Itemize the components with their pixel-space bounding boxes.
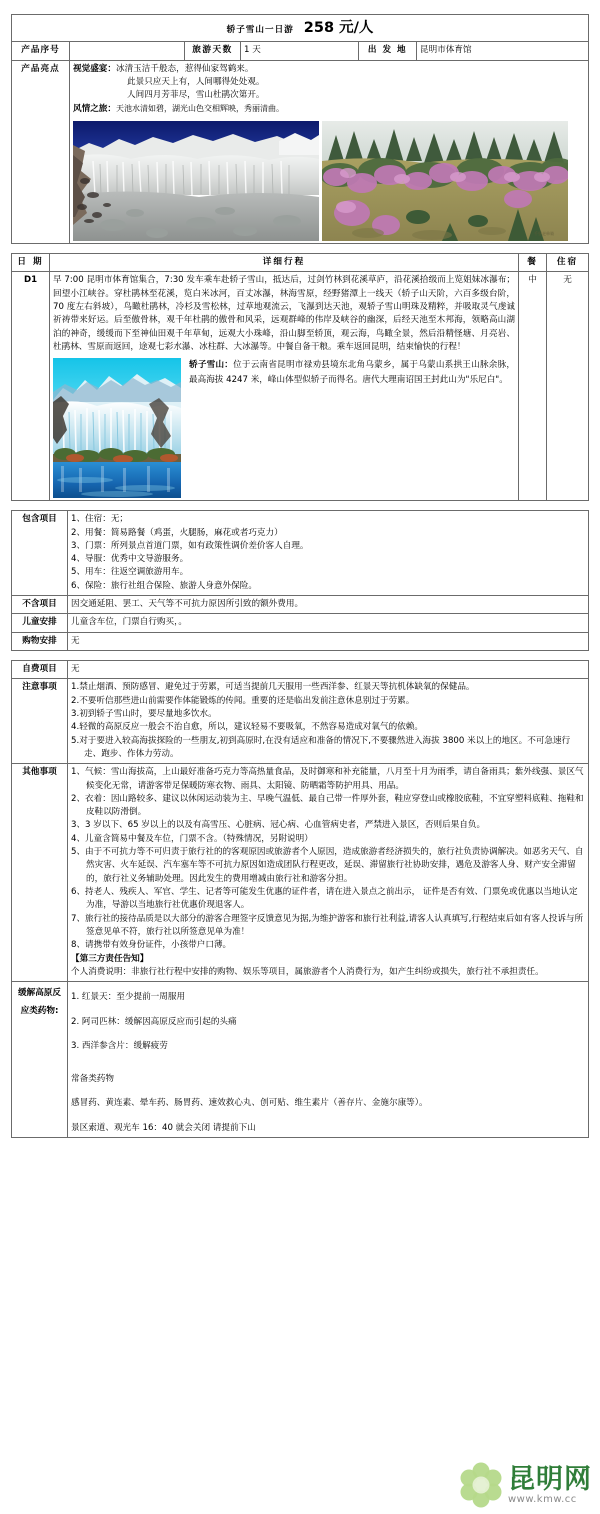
excluded-label: 不含项目 — [12, 596, 68, 614]
common-medicine-title: 常备类药物 — [71, 1074, 114, 1085]
itinerary-meal-header: 餐 — [519, 254, 547, 272]
terms-table-1 — [11, 510, 589, 651]
medicine-label: 缓解高原反应类药物: — [12, 982, 68, 1138]
itinerary-table — [11, 253, 589, 501]
self-pay-label: 自费项目 — [12, 661, 68, 679]
depart-value: 昆明市体育馆 — [417, 42, 589, 60]
included-item: 3、门票：所列景点首道门票，如有政策性调价差价客人自理。 — [71, 540, 309, 551]
attention-item: 3.初到轿子雪山时，要尽量地多饮水。 — [71, 708, 217, 719]
highlight-feast-text-1: 冰清玉洁千般态，惹得仙家驾鹤来。 — [115, 63, 254, 74]
medicine-content — [68, 982, 589, 1138]
included-item: 6、保险：旅行社组合保险、旅游人身意外保险。 — [71, 580, 257, 591]
meta-row — [12, 42, 589, 60]
terms-table-2 — [11, 660, 589, 1138]
children-row — [12, 614, 589, 632]
days-label: 旅游天数 — [185, 42, 241, 60]
spacer-3 — [11, 651, 589, 660]
itinerary-detail-header: 详细行程 — [50, 254, 519, 272]
mountain-note-label: 轿子雪山： — [189, 360, 234, 371]
attention-row — [12, 679, 589, 764]
highlight-photos — [73, 121, 585, 241]
header-table — [11, 14, 589, 244]
shopping-text: 无 — [68, 632, 589, 650]
depart-label: 出 发 地 — [359, 42, 417, 60]
itinerary-header-row — [12, 254, 589, 272]
excluded-row — [12, 596, 589, 614]
excluded-text: 因交通延阻、罢工、天气等不可抗力原因所引致的额外费用。 — [68, 596, 589, 614]
highlight-feast-text-3: 人间四月芳菲尽，雪山杜鹃次第开。 — [127, 90, 265, 101]
other-item: 5、由于不可抗力等不可归责于旅行社的的客观原因或旅游者个人原因，造成旅游者经济损失的，旅行社负责协调解决。如恶劣天气、自然灾害、火车延误、汽车塞车等不可抗力原因如造成团队行程更改，延误、滞留旅行社协助安排，遇危及游客人身、财产安全滞留的，旅行社义务辅助处理。因此发生的费用增减由旅行社和游客分担。 — [71, 847, 584, 884]
highlight-feast-text-2: 此景只应天上有，人间哪得处处观。 — [127, 77, 265, 88]
included-label: 包含项目 — [12, 511, 68, 596]
itinerary-stay-header: 住宿 — [547, 254, 589, 272]
itinerary-date-header: 日 期 — [12, 254, 50, 272]
highlight-charm-text: 天池水清如碧，湖光山色交相辉映，秀丽清曲。 — [115, 103, 284, 113]
other-item: 7、旅行社的接待品质是以大部分的游客合理签字反馈意见为据,为维护游客和旅行社利益,请客人认真填写,行程结束后如有客人投诉与所签意见单不符，旅行社以所签意见单为准！ — [71, 913, 584, 937]
document-title-cell — [12, 15, 589, 42]
medicine-item: 1. 红景天：至少提前一周服用 — [71, 992, 186, 1003]
shopping-row — [12, 632, 589, 650]
common-medicine-text: 感冒药、黄连素、晕车药、肠胃药、速效救心丸、创可贴、维生素片（善存片、金施尔康等）。 — [71, 1098, 428, 1109]
self-pay-text: 无 — [68, 661, 589, 679]
highlight-feast-label: 视觉盛宴： — [73, 63, 116, 74]
highlight-charm-line — [73, 103, 585, 116]
medicine-row — [12, 982, 589, 1138]
attention-item: 5.对于要进入较高海拔探险的一些朋友,初到高原时,在没有适应和准备的情况下,不要骤然进入海拔 3800 米以上的地区。不可急速行走、跑步、作体力劳动。 — [71, 735, 571, 759]
table-row — [12, 272, 589, 501]
other-label: 其他事项 — [12, 764, 68, 982]
third-party-title: 【第三方责任告知】 — [71, 953, 149, 964]
mountain-note-text: 位于云南省昆明市禄劝县境东北角乌蒙乡，属于乌蒙山系拱王山脉余脉，最高海拔 4247 米，峰山体型似轿子而得名。唐代大理南诏国王封此山为"乐尼白"。 — [189, 360, 515, 386]
title-row — [12, 15, 589, 42]
included-item: 4、导服：优秀中文导游服务。 — [71, 554, 189, 565]
attention-label: 注意事项 — [12, 679, 68, 764]
highlights-content — [70, 60, 589, 243]
itinerary-detail-text: 早 7:00 昆明市体育馆集合，7:30 发车乘车赴轿子雪山，抵达后，过剑竹林到花溪草庐，沿花溪拾级而上览姐妹冰瀑布；回望小江峡谷。穿杜鹃林至花溪，览白米冰河，百丈冰瀑，林海雪原，经野猪潭上一线天（轿子山天阶，六百多级台阶，70 度左右斜坡），鸟瞰杜鹃林，冷杉及雪松林，过草地观流云，飞瀑到达天池，观轿子雪山明珠及精粹，并吸取灵气虔诚祈祷带来好运。后至傲骨林，观千年杜鹃的傲骨和风采，远观群峰的伟岸及峡谷的幽深，后经天池至木邦海，领略高山湖泊的神奇，缓缓而下至神仙田观千年草甸，远观大小珠峰，沿山脚至轿顶，观云海，鸟瞰全景，然后沿精怪塘、月亮岩、杜鹃林、雪原而返回，途观七彩水瀑、冰柱群、大冰瀑等。中餐自备干粮。乘车返回昆明，结束愉快的行程！ — [53, 275, 515, 352]
shopping-label: 购物安排 — [12, 632, 68, 650]
medicine-item: 2. 阿司匹林：缓解因高原反应而引起的头痛 — [71, 1016, 237, 1027]
self-pay-row — [12, 661, 589, 679]
spacer-1 — [11, 244, 589, 253]
children-text: 儿童含车位，门票自行购买，。 — [68, 614, 589, 632]
itinerary-stay-value: 无 — [547, 272, 589, 501]
highlight-feast-line-3 — [73, 89, 585, 102]
watermark-brand: 昆明网 — [508, 1463, 592, 1495]
attention-item: 4.轻微的高原反应一般会不治自愈，所以，建议轻易不要吸氧，不然容易造成对氧气的依赖。 — [71, 722, 423, 733]
photo-credit: 千里走单骑 — [534, 231, 554, 237]
closing-note: 景区索道、观光车 16：40 就会关闭 请提前下山 — [71, 1122, 256, 1133]
other-item: 3、3 岁以下、65 岁以上的以及有高雪压、心脏病、冠心病、心血管病史者，严禁进入景区，否则后果自负。 — [71, 820, 486, 831]
other-row — [12, 764, 589, 982]
rhododendron-photo — [322, 121, 568, 241]
highlight-feast-line-2 — [73, 76, 585, 89]
children-label: 儿童安排 — [12, 614, 68, 632]
other-item: 8、请携带有效身份证件，小孩带户口薄。 — [71, 940, 232, 951]
attention-item: 1.禁止烟酒、预防感冒、避免过于劳累，可适当提前几天服用一些西洋参、红景天等抗机体缺氧的保健品。 — [71, 682, 475, 693]
included-item: 5、用车：往返空调旅游用车。 — [71, 567, 189, 578]
watermark-text — [508, 1463, 592, 1505]
product-no-value — [70, 42, 185, 60]
watermark-url: www.kmw.cc — [508, 1493, 577, 1505]
ice-waterfall-photo — [73, 121, 319, 241]
highlights-row — [12, 60, 589, 243]
site-watermark — [458, 1462, 592, 1508]
included-content — [68, 511, 589, 596]
highlights-label: 产品亮点 — [12, 60, 70, 243]
document-page — [0, 14, 600, 1514]
attention-item: 2.不要听信那些进山前需要作体能锻炼的传闻。重要的还是临出发前注意休息别过于劳累。 — [71, 695, 415, 706]
attention-content — [68, 679, 589, 764]
itinerary-media-block — [53, 358, 515, 498]
itinerary-detail-cell — [50, 272, 519, 501]
third-party-text: 个人消费说明：非旅行社行程中安排的购物、娱乐等项目，属旅游者个人消费行为，如产生纠纷或损失，旅行社不承担责任。 — [71, 966, 544, 977]
days-value: 1 天 — [241, 42, 359, 60]
spacer-2 — [11, 501, 589, 510]
other-item: 6、持老人、残疾人、军官、学生、记者等可能发生优惠的证件者，请在进入景点之前出示， 证件是否有效、门票免或优惠以当地认定为准，导游以当地旅行社优惠价现退客人。 — [71, 887, 578, 911]
included-item: 2、用餐：简易路餐（鸡蛋，火腿肠，麻花或者巧克力） — [71, 527, 283, 538]
highlight-charm-label: 风情之旅： — [73, 103, 116, 114]
other-item: 2、衣着：因山路较多、建议以休闲运动装为主、早晚气温低、最自己带一件厚外套，鞋应穿登山或橡胶底鞋，不宜穿塑料底鞋、拖鞋和皮鞋以防滑倒。 — [71, 793, 584, 818]
flower-logo-icon — [458, 1462, 504, 1508]
document-title: 轿子雪山一日游 — [226, 25, 294, 35]
other-item: 1、气候：雪山海拔高，上山最好准备巧克力等高热量食品，及时御寒和补充能量，八月至十月为雨季，请自备雨具；紫外线强、景区气候变化无常，请游客带足保暖防寒衣物、雨具、太阳镜、防晒霜等防护用具、用品。 — [71, 767, 584, 791]
other-item: 4、儿童含简易中餐及车位，门票不含。（特殊情况，另附说明） — [71, 833, 313, 844]
other-content — [68, 764, 589, 982]
itinerary-day: D1 — [12, 272, 50, 501]
included-item: 1、住宿：无； — [71, 514, 129, 525]
document-price: 258 元/人 — [303, 20, 374, 36]
snow-mountain-photo — [53, 358, 181, 498]
included-row — [12, 511, 589, 596]
mountain-note — [189, 358, 515, 388]
medicine-item: 3. 西洋参含片：缓解疲劳 — [71, 1040, 168, 1051]
highlight-feast-line-1 — [73, 63, 585, 76]
itinerary-meal-value: 中 — [519, 272, 547, 501]
product-no-label: 产品序号 — [12, 42, 70, 60]
